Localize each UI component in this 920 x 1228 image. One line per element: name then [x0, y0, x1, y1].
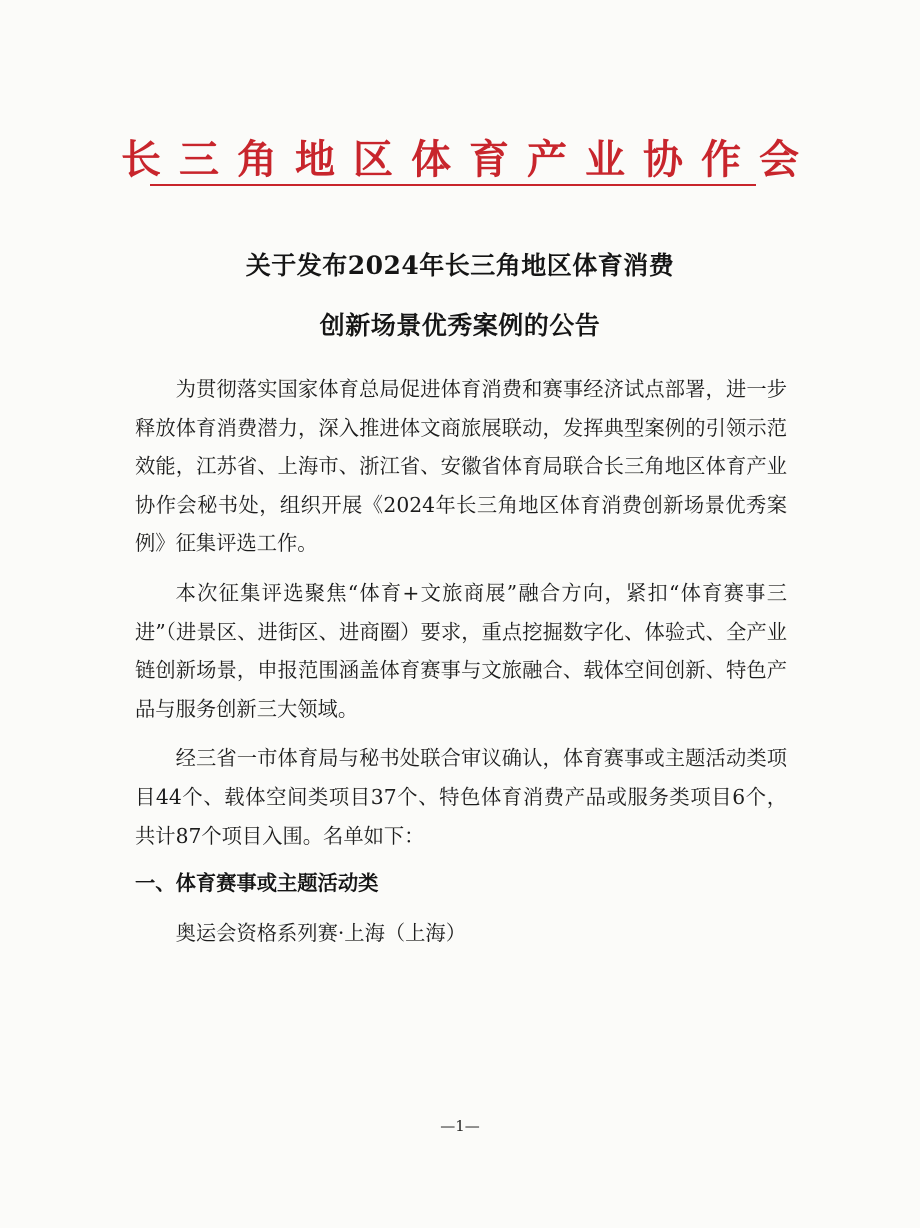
- section-heading: 一、体育赛事或主题活动类: [135, 871, 379, 896]
- letterhead-org-name: 长三角地区体育产业协作会: [121, 136, 817, 183]
- document-body: [135, 370, 787, 952]
- list-item: 奥运会资格系列赛·上海（上海）: [175, 920, 466, 945]
- body-paragraph-1: 为贯彻落实国家体育总局促进体育消费和赛事经济试点部署，进一步释放体育消费潜力，深入推进体文商旅展联动，发挥典型案例的引领示范效能，江苏省、上海市、浙江省、安徽省体育局联合长三角地区体育产业协作会秘书处，组织开展《2024年长三角地区体育消费创新场景优秀案例》征集评选工作。: [135, 377, 787, 556]
- letterhead-red-rule: [150, 184, 756, 186]
- body-paragraph-2: 本次征集评选聚焦“体育+文旅商展”融合方向，紧扣“体育赛事三进”（进景区、进街区、进商圈）要求，重点挖掘数字化、体验式、全产业链创新场景，申报范围涵盖体育赛事与文旅融合、载体空间创新、特色产品与服务创新三大领域。: [135, 580, 787, 721]
- document-title-line-1: 关于发布2024年长三角地区体育消费: [245, 251, 675, 280]
- page-number: —1—: [440, 1117, 480, 1135]
- body-paragraph-3: 经三省一市体育局与秘书处联合审议确认，体育赛事或主题活动类项目44个、载体空间类项目37个、特色体育消费产品或服务类项目6个，共计87个项目入围。名单如下：: [135, 746, 787, 848]
- document-title-line-2: 创新场景优秀案例的公告: [319, 311, 601, 340]
